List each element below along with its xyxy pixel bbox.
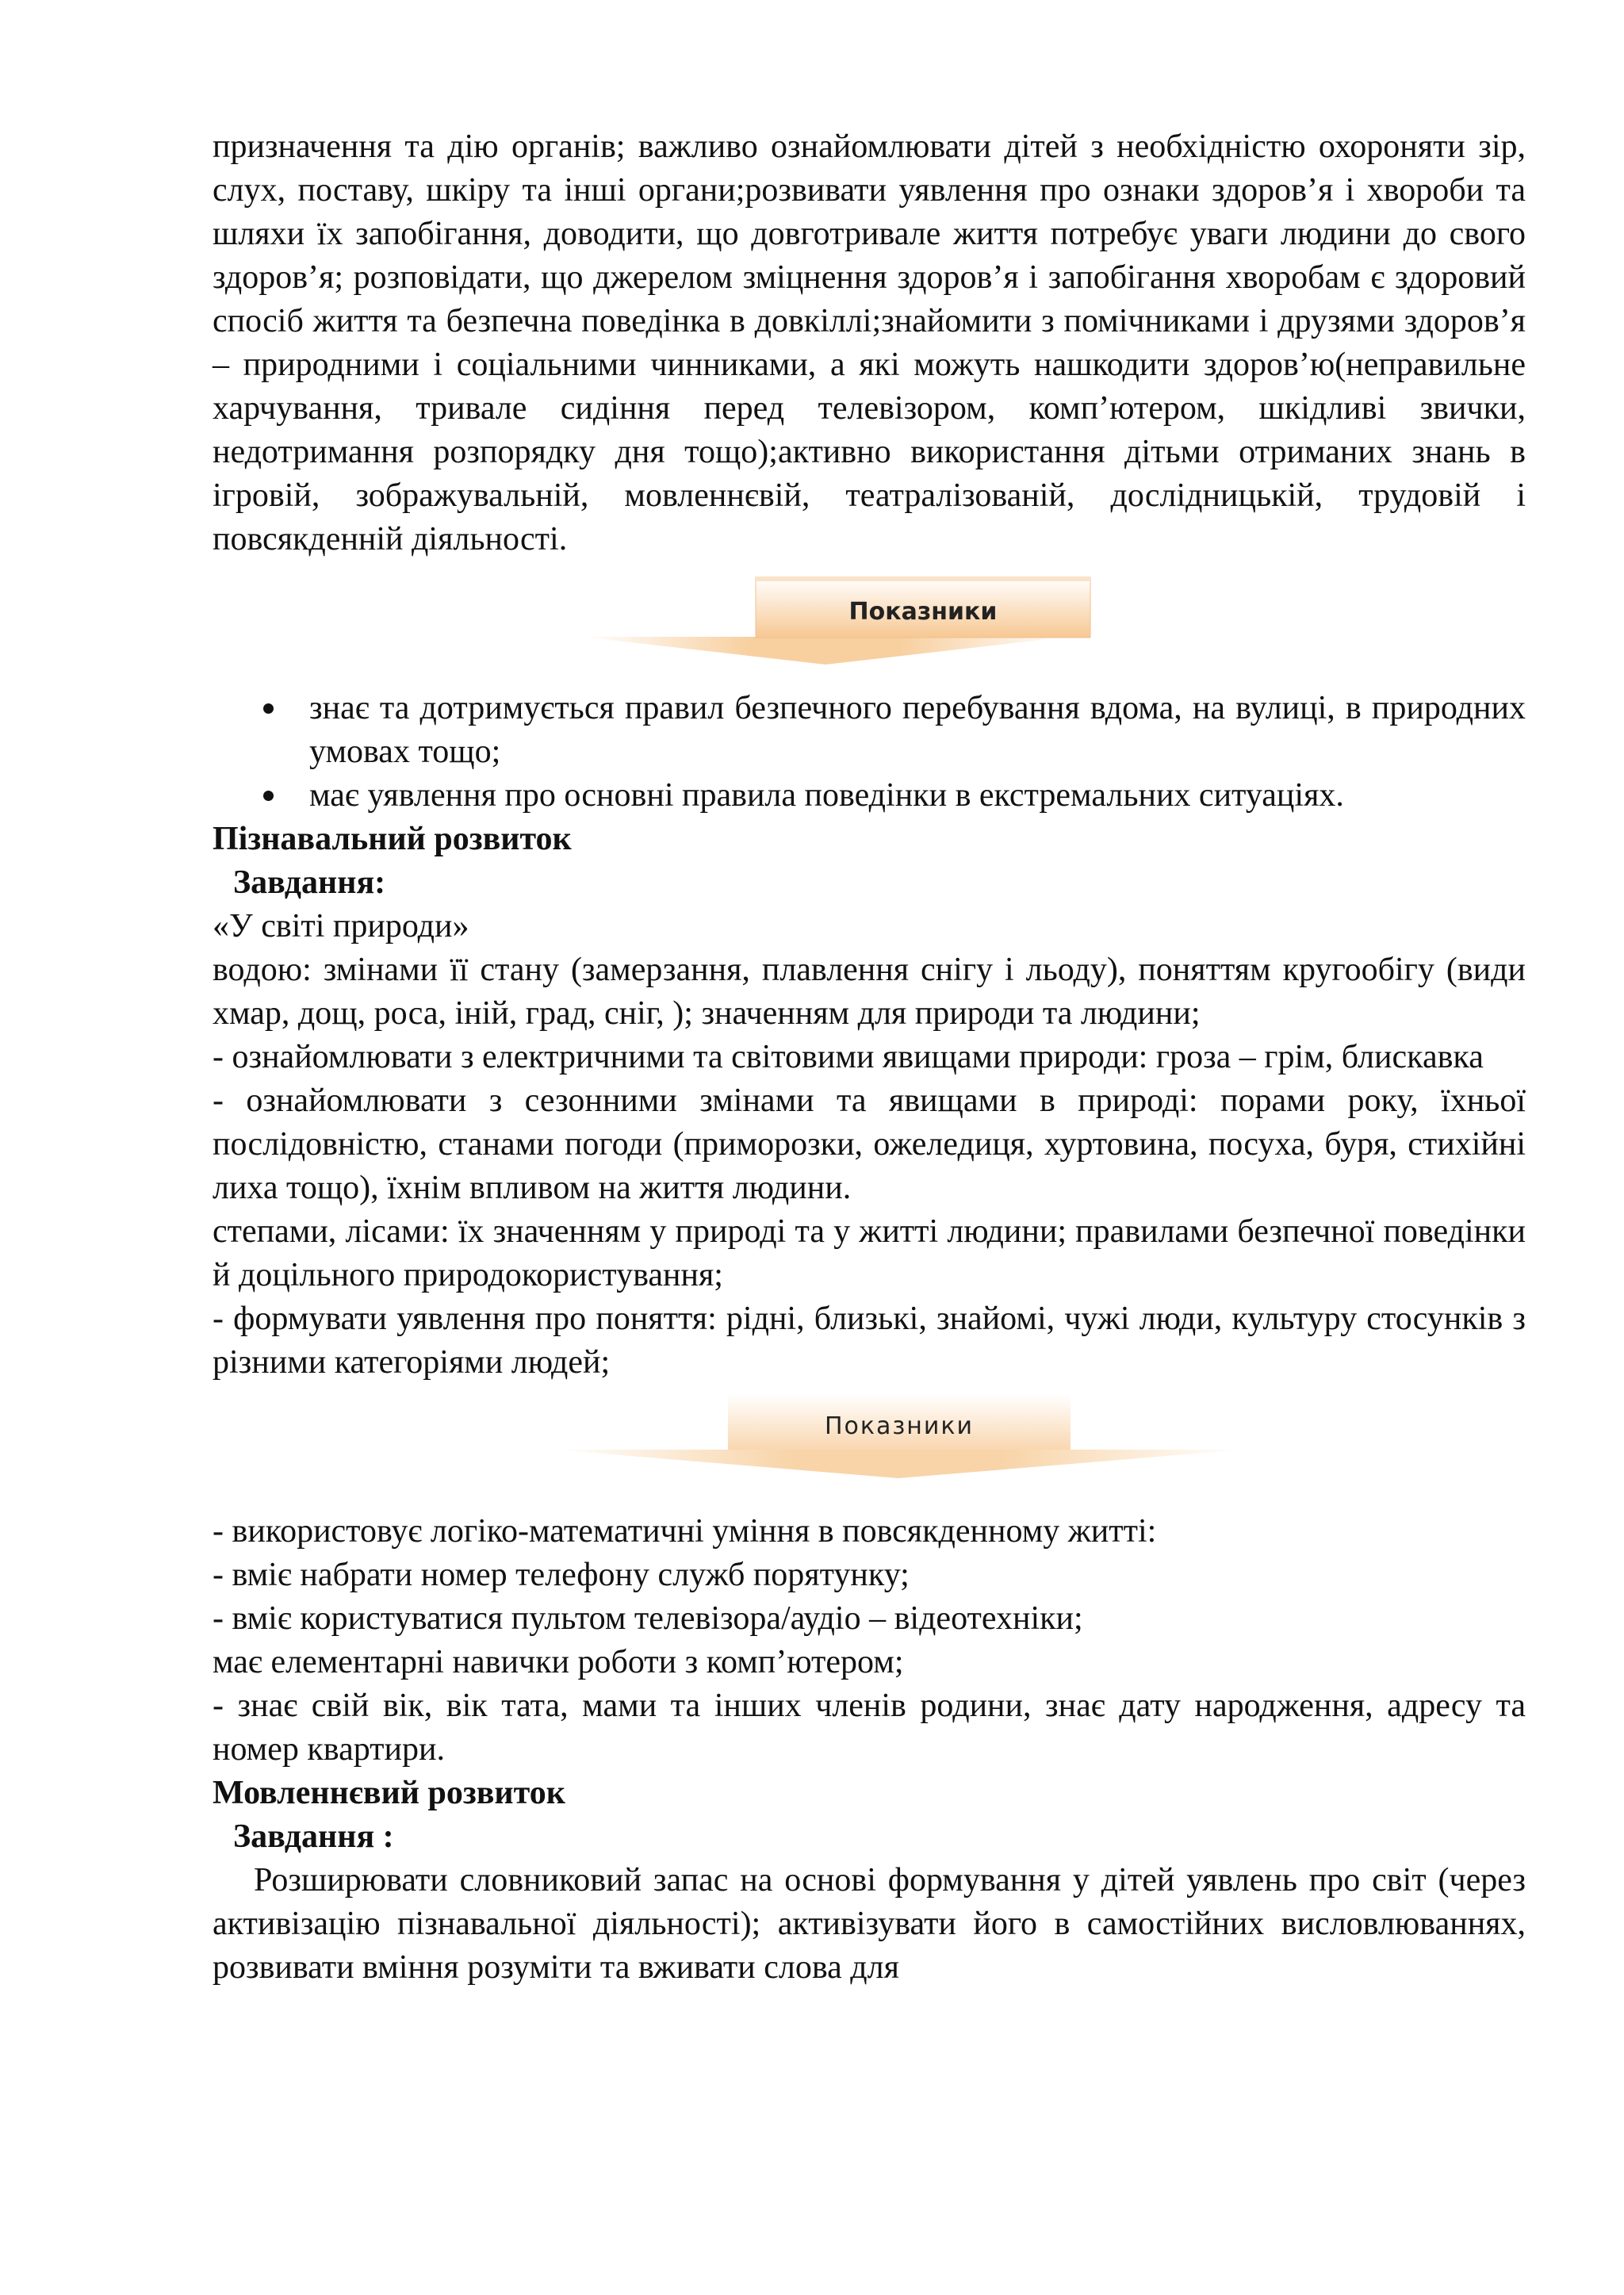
indicator-line: - вміє набрати номер телефону служб порятунку; bbox=[213, 1557, 910, 1593]
indicator-line: - використовує логіко-математичні уміння в повсякденному житті: bbox=[213, 1513, 1157, 1550]
paragraph: водою: змінами її стану (замерзання, плавлення снігу і льоду), поняттям кругообігу (види хмар, дощ, роса, іній, град, сніг, ); значенням для природи та людини; bbox=[213, 952, 1526, 1032]
subheading-nature: «У світі природи» bbox=[213, 908, 469, 944]
paragraph: - ознайомлювати з сезонними змінами та явищами в природі: порами року, їхньої послідовністю, станами погоди (приморозки, ожеледиця, хуртовина, посуха, буря, стихійні лиха тощо), їхнім впливом на життя людини. bbox=[213, 1082, 1526, 1206]
indicators-list-1 bbox=[213, 687, 1526, 818]
list-item: знає та дотримується правил безпечного перебування вдома, на вулиці, в природних умовах тощо; bbox=[213, 687, 1526, 774]
list-item: має уявлення про основні правила поведінки в екстремальних ситуаціях. bbox=[213, 774, 1526, 818]
indicators-banner-2 bbox=[213, 1385, 1526, 1510]
indicator-line: має елементарні навички роботи з комп’ютером; bbox=[213, 1644, 904, 1680]
banner-label-1: Показники bbox=[848, 598, 998, 626]
indicator-line: - вміє користуватися пультом телевізора/аудіо – відеотехніки; bbox=[213, 1600, 1083, 1637]
paragraph: степами, лісами: їх значенням у природі та у житті людини; правилами безпечної поведінки й доцільного природокористування; bbox=[213, 1213, 1526, 1293]
bullet-icon bbox=[263, 791, 274, 801]
tasks-label-speech: Завдання : bbox=[233, 1818, 394, 1855]
section-heading-speech: Мовленнєвий розвиток bbox=[213, 1775, 565, 1811]
bullet-icon bbox=[263, 703, 274, 714]
document-page bbox=[213, 125, 1526, 1990]
banner-label-2: Показники bbox=[824, 1412, 975, 1440]
speech-paragraph: Розширювати словниковий запас на основі формування у дітей уявлень про світ (через активізацію пізнавальної діяльності); активізувати його в самостійних висловлюваннях, розвивати вміння розуміти та вживати слова для bbox=[213, 1862, 1526, 1986]
paragraph: - ознайомлювати з електричними та світовими явищами природи: гроза – грім, блискавка bbox=[213, 1039, 1484, 1075]
indicators-banner-1 bbox=[213, 561, 1526, 682]
paragraph: - формувати уявлення про поняття: рідні, близькі, знайомі, чужі люди, культуру стосунків з різними категоріями людей; bbox=[213, 1301, 1526, 1381]
intro-paragraph: призначення та дію органів; важливо ознайомлювати дітей з необхідністю охороняти зір, слух, поставу, шкіру та інші органи;розвивати уявлення про ознаки здоров’я і хвороби та шляхи їх запобігання, доводити, що довготривале життя потребує уваги людини до свого здоров’я; розповідати, що джерелом зміцнення здоров’я і запобігання хворобам є здоровий спосіб життя та безпечна поведінка в довкіллі;знайомити з помічниками і друзями здоров’я – природними і соціальними чинниками, а які можуть нашкодити здоров’ю(неправильне харчування, тривале сидіння перед телевізором, комп’ютером, шкідливі звички, недотримання розпорядку дня тощо);активно використання дітьми отриманих знань в ігровій, зображувальній, мовленнєвій, театралізованій, дослідницькій, трудовій і повсякденній діяльності. bbox=[213, 128, 1526, 557]
tasks-label-cognitive: Завдання: bbox=[233, 864, 386, 901]
section-heading-cognitive: Пізнавальний розвиток bbox=[213, 821, 572, 857]
indicator-line: - знає свій вік, вік тата, мами та інших членів родини, знає дату народження, адресу та номер квартири. bbox=[213, 1688, 1526, 1768]
